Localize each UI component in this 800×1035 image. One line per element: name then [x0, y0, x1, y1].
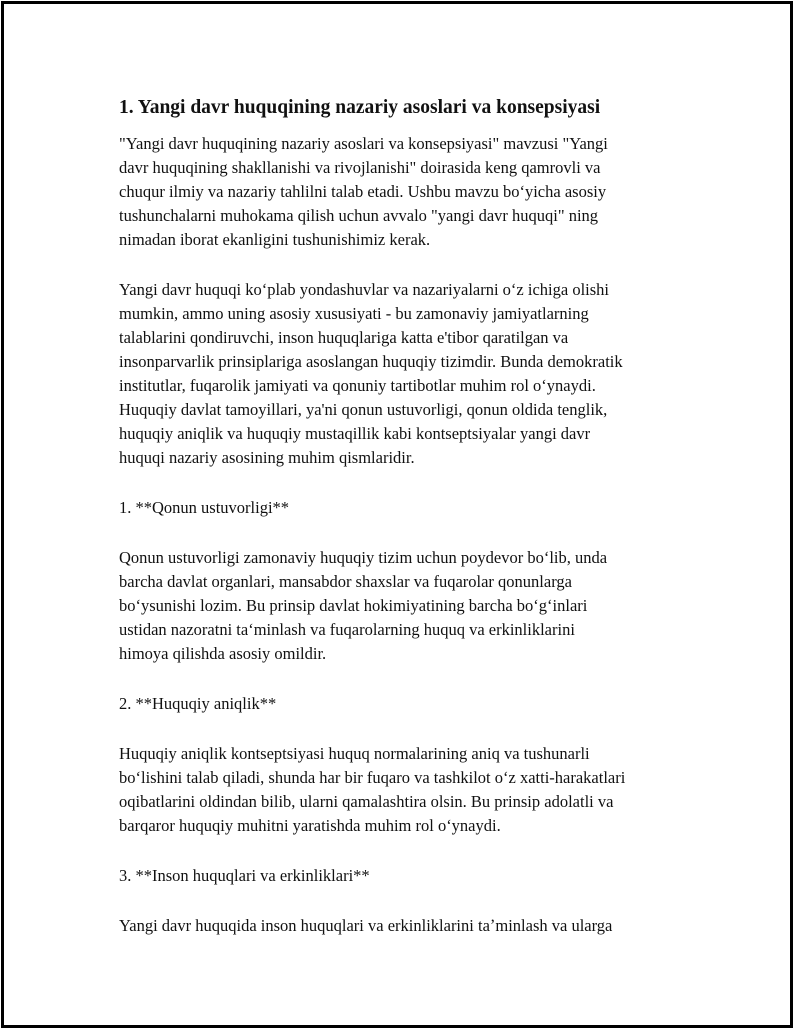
document-content [119, 96, 694, 964]
text-line: barcha davlat organlari, mansabdor shaxslar va fuqarolar qonunlarga [119, 572, 572, 591]
text-line: institutlar, fuqarolik jamiyati va qonuniy tartibotlar muhim rol oʻynaydi. [119, 376, 596, 395]
paragraph-human-rights [119, 914, 694, 938]
text-line: insonparvarlik prinsiplariga asoslangan huquqiy tizimdir. Bunda demokratik [119, 352, 623, 371]
text-line: oqibatlarini oldindan bilib, ularni qamalashtira olsin. Bu prinsip adolatli va [119, 792, 614, 811]
text-line: talablarini qondiruvchi, inson huquqlariga katta e'tibor qaratilgan va [119, 328, 569, 347]
section-heading-human-rights: 3. **Inson huquqlari va erkinliklari** [119, 866, 370, 885]
text-line: Yangi davr huquqida inson huquqlari va erkinliklarini taʼminlash va ularga [119, 916, 613, 935]
text-line: mumkin, ammo uning asosiy xususiyati - bu zamonaviy jamiyatlarning [119, 304, 589, 323]
text-line: himoya qilishda asosiy omildir. [119, 644, 327, 663]
text-line: Qonun ustuvorligi zamonaviy huquqiy tizim uchun poydevor boʻlib, unda [119, 548, 608, 567]
text-line: nimadan iborat ekanligini tushunishimiz kerak. [119, 230, 431, 249]
paragraph-definition [119, 278, 694, 470]
text-line: davr huquqining shakllanishi va rivojlanishi" doirasida keng qamrovli va [119, 158, 601, 177]
text-line: "Yangi davr huquqining nazariy asoslari va konsepsiyasi" mavzusi "Yangi [119, 134, 608, 153]
section-heading-legal-certainty: 2. **Huquqiy aniqlik** [119, 694, 277, 713]
paragraph-legal-certainty [119, 742, 694, 838]
text-line: boʻysunishi lozim. Bu prinsip davlat hokimiyatining barcha boʻgʻinlari [119, 596, 588, 615]
text-line: ustidan nazoratni taʻminlash va fuqarolarning huquq va erkinliklarini [119, 620, 575, 639]
text-line: chuqur ilmiy va nazariy tahlilni talab etadi. Ushbu mavzu boʻyicha asosiy [119, 182, 607, 201]
text-line: huquqi nazariy asosining muhim qismlaridir. [119, 448, 415, 467]
text-line: Yangi davr huquqi koʻplab yondashuvlar va nazariyalarni oʻz ichiga olishi [119, 280, 609, 299]
text-line: boʻlishini talab qiladi, shunda har bir fuqaro va tashkilot oʻz xatti-harakatlari [119, 768, 626, 787]
text-line: Huquqiy aniqlik kontseptsiyasi huquq normalarining aniq va tushunarli [119, 744, 590, 763]
paragraph-rule-of-law [119, 546, 694, 666]
text-line: huquqiy aniqlik va huquqiy mustaqillik kabi kontseptsiyalar yangi davr [119, 424, 591, 443]
text-line: barqaror huquqiy muhitni yaratishda muhim rol oʻynaydi. [119, 816, 501, 835]
document-page [1, 1, 793, 1028]
section-heading-rule-of-law: 1. **Qonun ustuvorligi** [119, 498, 290, 517]
text-line: Huquqiy davlat tamoyillari, ya'ni qonun ustuvorligi, qonun oldida tenglik, [119, 400, 608, 419]
text-line: tushunchalarni muhokama qilish uchun avvalo "yangi davr huquqi" ning [119, 206, 599, 225]
paragraph-intro [119, 132, 694, 252]
document-title: 1. Yangi davr huquqining nazariy asoslari va konsepsiyasi [119, 97, 601, 118]
